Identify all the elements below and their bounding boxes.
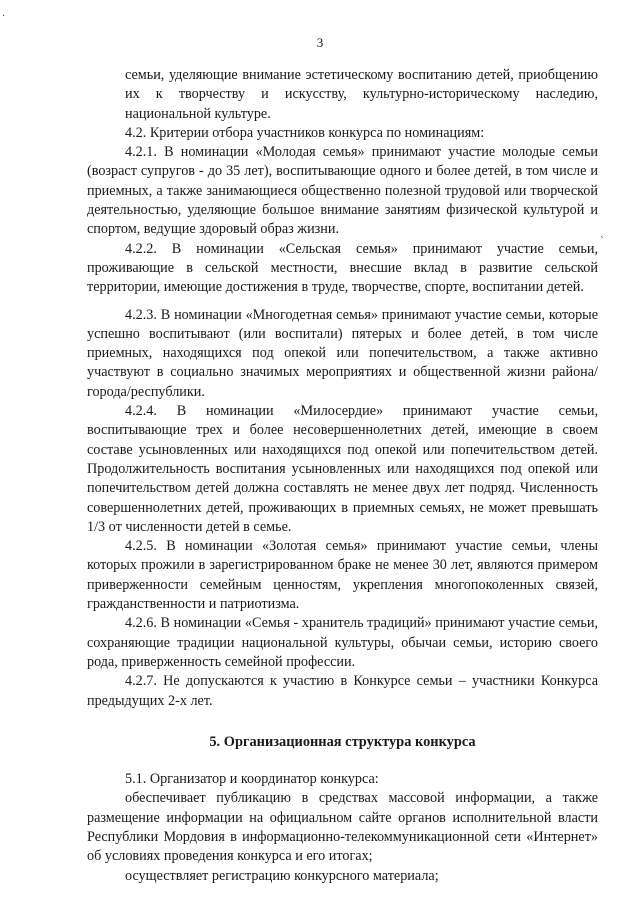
- paragraph-mercy: 4.2.4. В номинации «Милосердие» принимают участие семьи, воспитывающие трех и более несовершеннолетних детей, имеющие в своем составе усыновленных или находящихся под опекой или попечительством детей. Продолжительность воспитания усыновленных или находящихся под опекой или попечительством детей должна составлять не менее двух лет подряд. Численность совершеннолетних детей, проживающих в приемных семьях, не может превышать 1/3 от численности детей в семье.: [87, 403, 598, 535]
- section-heading: 5. Организационная структура конкурса: [209, 733, 476, 750]
- paragraph-criteria: 4.2. Критерии отбора участников конкурса по номинациям:: [125, 124, 485, 141]
- paragraph-large-family: 4.2.3. В номинации «Многодетная семья» принимают участие семьи, которые успешно воспитывают (или воспитали) пятерых и более детей, в том числе приемных, находящихся под опекой или попечительством, а также активно участвуют в социально значимых мероприятиях и общественной жизни района/города/республики.: [87, 306, 598, 400]
- paragraph-publication: обеспечивает публикацию в средствах массовой информации, а также размещение информации на официальном сайте органов исполнительной власти Республики Мордовия в информационно-телекоммуникационной сети «Интернет» об условиях проведения конкурса и его итогах;: [87, 790, 598, 865]
- paragraph-young-family: 4.2.1. В номинации «Молодая семья» принимают участие молодые семьи (возраст супругов - до 35 лет), воспитывающие одного и более детей, в том числе и приемных, а также занимающиеся общественно полезной трудовой или творческой деятельностью, уделяющие большое внимание занятиям физической культурой и спортом, ведущие здоровый образ жизни.: [87, 144, 598, 238]
- margin-mark-icon: `: [600, 236, 605, 247]
- corner-mark-icon: .: [2, 8, 6, 19]
- paragraph-continuation: семьи, уделяющие внимание эстетическому воспитанию детей, приобщению их к творчеству и искусству, культурно-историческому наследию, национальной культуре.: [125, 67, 598, 122]
- document-body: [87, 66, 598, 886]
- paragraph-rural-family: 4.2.2. В номинации «Сельская семья» принимают участие семьи, проживающие в сельской местности, внесшие вклад в развитие сельской территории, имеющие достижения в труде, творчестве, спорте, воспитании детей.: [87, 240, 598, 296]
- paragraph-traditions-family: 4.2.6. В номинации «Семья - хранитель традиций» принимают участие семьи, сохраняющие традиции национальной культуры, обычаи семьи, историю своего рода, приверженность семейной профессии.: [87, 615, 598, 670]
- paragraph-not-allowed: 4.2.7. Не допускаются к участию в Конкурсе семьи – участники Конкурса предыдущих 2-х лет.: [87, 673, 598, 709]
- paragraph-golden-family: 4.2.5. В номинации «Золотая семья» принимают участие семьи, члены которых прожили в зарегистрированном браке не менее 30 лет, являются примером приверженности семейным ценностям, укрепления многопоколенных связей, гражданственности и патриотизма.: [87, 538, 598, 613]
- paragraph-organizer: 5.1. Организатор и координатор конкурса:: [125, 771, 379, 788]
- page-number: 3: [316, 35, 324, 50]
- paragraph-registration: осуществляет регистрацию конкурсного материала;: [125, 867, 439, 884]
